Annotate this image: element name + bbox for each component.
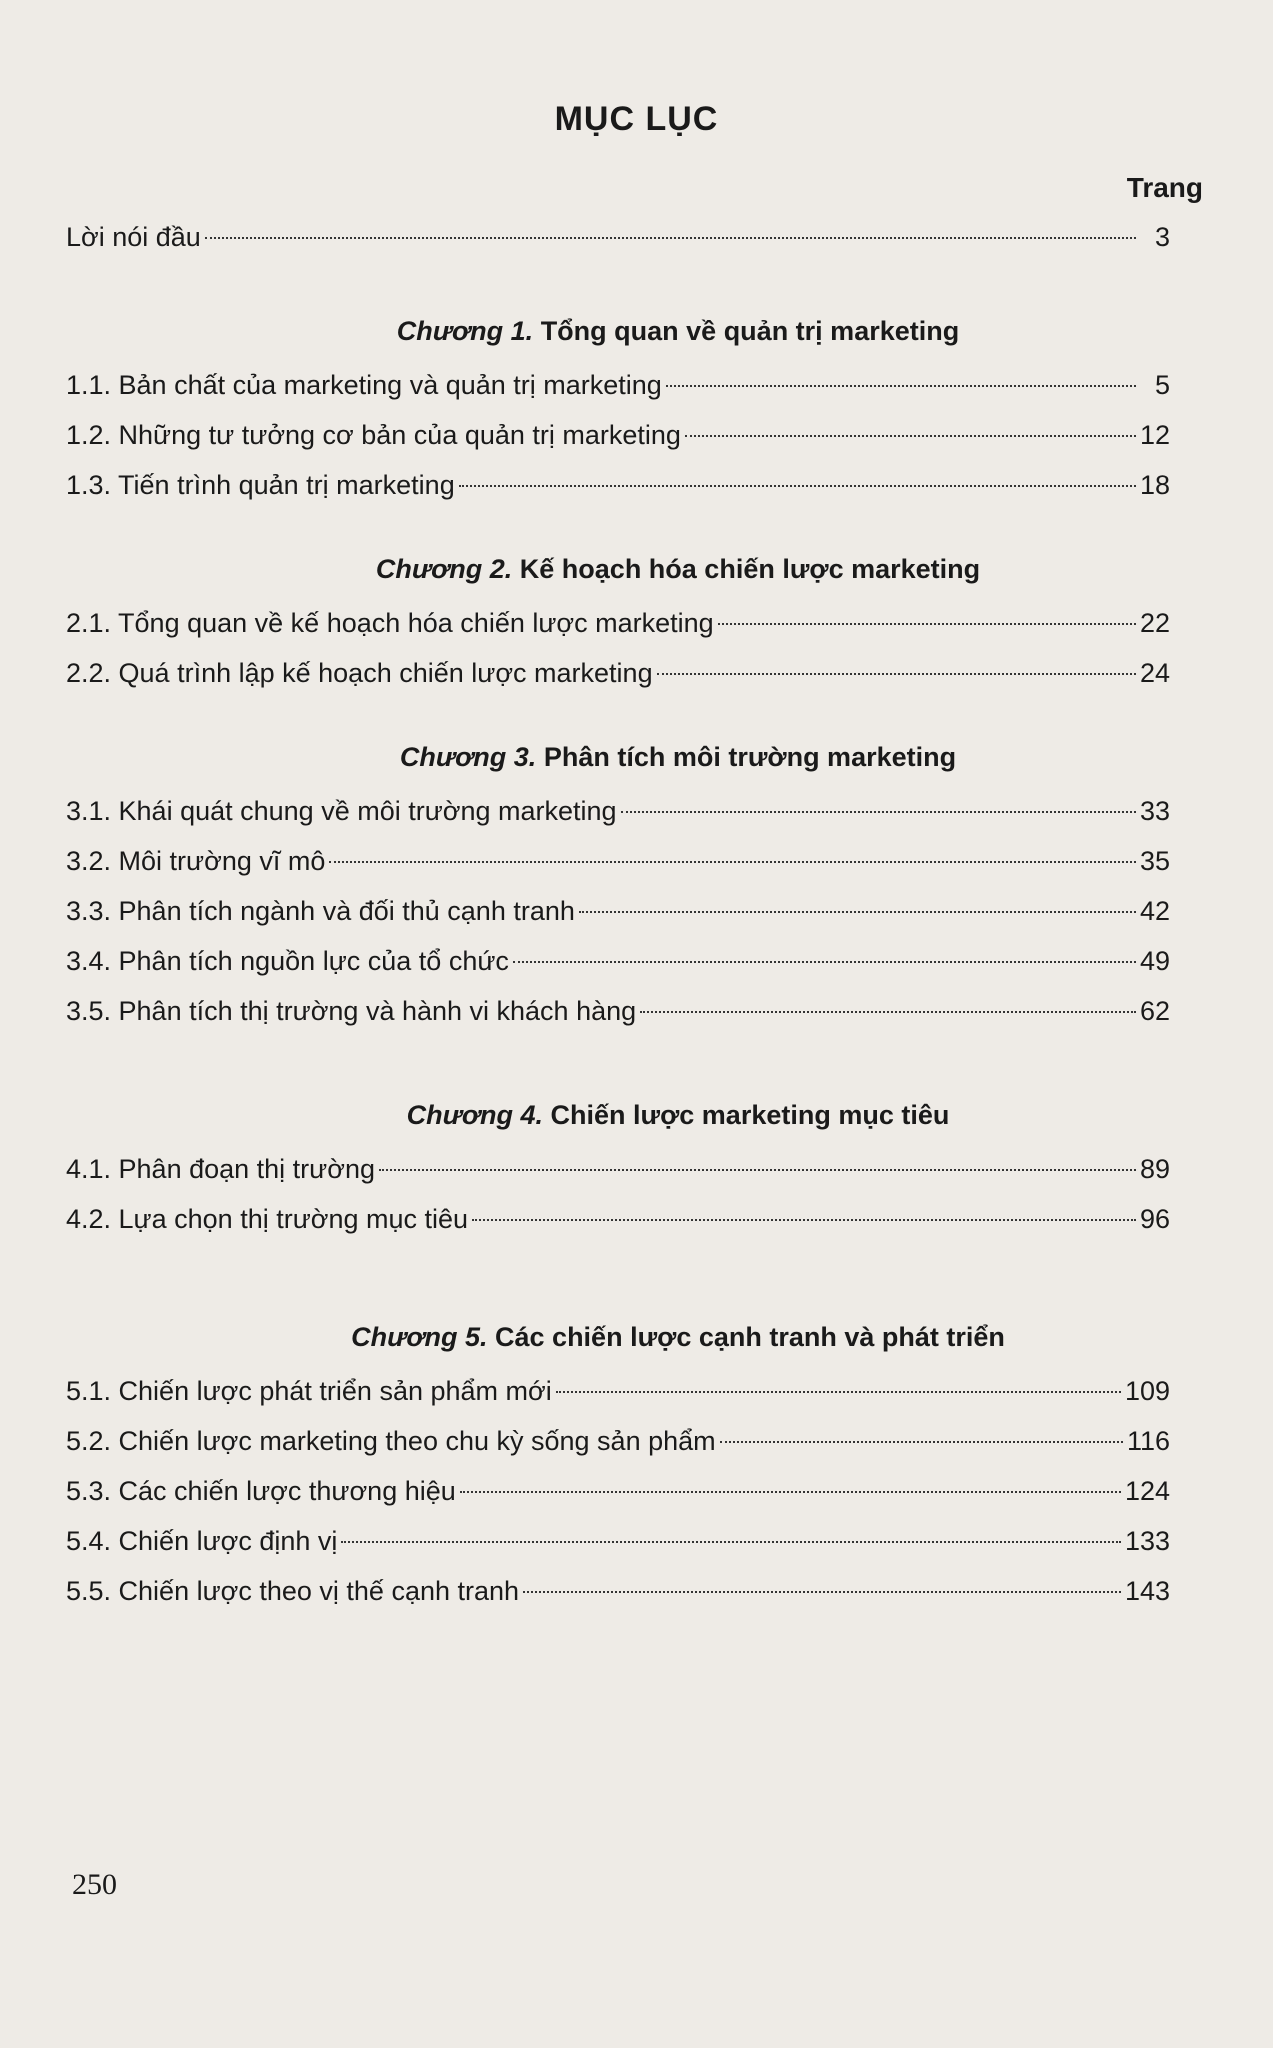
dot-leader bbox=[523, 1591, 1121, 1593]
toc-entry-page: 116 bbox=[1126, 1426, 1170, 1456]
dot-leader bbox=[341, 1541, 1121, 1543]
toc-entry-page: 35 bbox=[1139, 846, 1170, 876]
dot-leader bbox=[205, 237, 1136, 239]
chapter-number: Chương 5. bbox=[351, 1322, 488, 1352]
toc-entry-label: 2.1. Tổng quan về kế hoạch hóa chiến lược marketing bbox=[66, 608, 714, 638]
chapter-title: Chiến lược marketing mục tiêu bbox=[550, 1100, 950, 1130]
toc-entry[interactable] bbox=[66, 1194, 1170, 1244]
chapter-number: Chương 4. bbox=[406, 1100, 544, 1130]
toc-entry-label: 1.2. Những tư tưởng cơ bản của quản trị marketing bbox=[66, 420, 681, 450]
toc-entry[interactable] bbox=[66, 460, 1170, 510]
chapter-title: Các chiến lược cạnh tranh và phát triển bbox=[495, 1322, 1005, 1352]
page-title: MỤC LỤC bbox=[554, 100, 719, 138]
toc-entry[interactable] bbox=[66, 936, 1170, 986]
toc-entry-label: 4.1. Phân đoạn thị trường bbox=[66, 1154, 375, 1184]
toc-entry[interactable] bbox=[66, 1366, 1170, 1416]
chapter-heading-2[interactable] bbox=[66, 540, 1170, 598]
toc-entry-label: 5.5. Chiến lược theo vị thế cạnh tranh bbox=[66, 1576, 520, 1606]
toc-entry[interactable] bbox=[66, 648, 1170, 698]
page-column-header: Trang bbox=[1126, 172, 1203, 203]
dot-leader bbox=[640, 1011, 1136, 1013]
toc-entry-page: 49 bbox=[1139, 946, 1170, 976]
dot-leader bbox=[720, 1441, 1123, 1443]
toc-entry-page: 96 bbox=[1139, 1204, 1170, 1234]
toc-entry[interactable] bbox=[66, 836, 1170, 886]
dot-leader bbox=[685, 435, 1136, 437]
toc-entry-label: 5.4. Chiến lược định vị bbox=[66, 1526, 338, 1556]
toc-entry-label: 3.5. Phân tích thị trường và hành vi khách hàng bbox=[66, 996, 637, 1026]
table-of-contents bbox=[66, 212, 1170, 1616]
toc-entry-label: 2.2. Quá trình lập kế hoạch chiến lược marketing bbox=[66, 658, 653, 688]
toc-entry-preface[interactable] bbox=[66, 212, 1170, 262]
chapter-heading-3[interactable] bbox=[66, 728, 1170, 786]
toc-entry-page: 133 bbox=[1124, 1526, 1170, 1556]
dot-leader bbox=[460, 1491, 1121, 1493]
toc-entry[interactable] bbox=[66, 1466, 1170, 1516]
toc-entry[interactable] bbox=[66, 1416, 1170, 1466]
toc-entry-page: 18 bbox=[1139, 470, 1170, 500]
toc-entry-page: 143 bbox=[1124, 1576, 1170, 1606]
toc-entry-page: 62 bbox=[1139, 996, 1170, 1026]
toc-entry-label: Lời nói đầu bbox=[66, 222, 201, 252]
toc-entry-page: 22 bbox=[1139, 608, 1170, 638]
dot-leader bbox=[513, 961, 1136, 963]
chapter-heading-5[interactable] bbox=[66, 1308, 1170, 1366]
toc-entry[interactable] bbox=[66, 1516, 1170, 1566]
chapter-heading-1[interactable] bbox=[66, 302, 1170, 360]
toc-entry-label: 3.2. Môi trường vĩ mô bbox=[66, 846, 326, 876]
chapter-number: Chương 3. bbox=[399, 742, 537, 772]
toc-entry-page: 33 bbox=[1139, 796, 1170, 826]
dot-leader bbox=[666, 385, 1136, 387]
toc-entry-page: 24 bbox=[1139, 658, 1170, 688]
toc-entry[interactable] bbox=[66, 886, 1170, 936]
toc-entry[interactable] bbox=[66, 986, 1170, 1036]
toc-entry-label: 5.2. Chiến lược marketing theo chu kỳ sống sản phẩm bbox=[66, 1426, 716, 1456]
toc-entry-page: 5 bbox=[1154, 370, 1170, 400]
toc-entry-page: 109 bbox=[1124, 1376, 1170, 1406]
toc-entry-page: 42 bbox=[1139, 896, 1170, 926]
dot-leader bbox=[556, 1391, 1121, 1393]
dot-leader bbox=[718, 623, 1136, 625]
dot-leader bbox=[329, 861, 1136, 863]
page-number: 250 bbox=[72, 1868, 117, 1901]
toc-entry-label: 1.1. Bản chất của marketing và quản trị marketing bbox=[66, 370, 662, 400]
dot-leader bbox=[472, 1219, 1136, 1221]
dot-leader bbox=[657, 673, 1136, 675]
toc-entry-page: 124 bbox=[1124, 1476, 1170, 1506]
toc-entry-label: 3.3. Phân tích ngành và đối thủ cạnh tranh bbox=[66, 896, 575, 926]
toc-entry-label: 3.1. Khái quát chung về môi trường marketing bbox=[66, 796, 617, 826]
chapter-title: Tổng quan về quản trị marketing bbox=[540, 316, 960, 346]
toc-entry-label: 1.3. Tiến trình quản trị marketing bbox=[66, 470, 455, 500]
toc-entry[interactable] bbox=[66, 1566, 1170, 1616]
toc-entry[interactable] bbox=[66, 786, 1170, 836]
toc-entry-label: 3.4. Phân tích nguồn lực của tổ chức bbox=[66, 946, 509, 976]
dot-leader bbox=[579, 911, 1136, 913]
toc-entry-label: 5.3. Các chiến lược thương hiệu bbox=[66, 1476, 456, 1506]
chapter-number: Chương 1. bbox=[396, 316, 534, 346]
toc-entry-label: 4.2. Lựa chọn thị trường mục tiêu bbox=[66, 1204, 469, 1234]
chapter-title: Kế hoạch hóa chiến lược marketing bbox=[519, 554, 981, 584]
chapter-number: Chương 2. bbox=[375, 554, 513, 584]
toc-entry[interactable] bbox=[66, 360, 1170, 410]
toc-entry[interactable] bbox=[66, 410, 1170, 460]
toc-entry-page: 3 bbox=[1154, 222, 1170, 252]
toc-entry-page: 12 bbox=[1139, 420, 1170, 450]
toc-entry-label: 5.1. Chiến lược phát triển sản phẩm mới bbox=[66, 1376, 552, 1406]
dot-leader bbox=[459, 485, 1136, 487]
toc-entry[interactable] bbox=[66, 1144, 1170, 1194]
toc-entry-page: 89 bbox=[1139, 1154, 1170, 1184]
chapter-heading-4[interactable] bbox=[66, 1086, 1170, 1144]
dot-leader bbox=[621, 811, 1136, 813]
chapter-title: Phân tích môi trường marketing bbox=[543, 742, 957, 772]
toc-entry[interactable] bbox=[66, 598, 1170, 648]
dot-leader bbox=[379, 1169, 1136, 1171]
